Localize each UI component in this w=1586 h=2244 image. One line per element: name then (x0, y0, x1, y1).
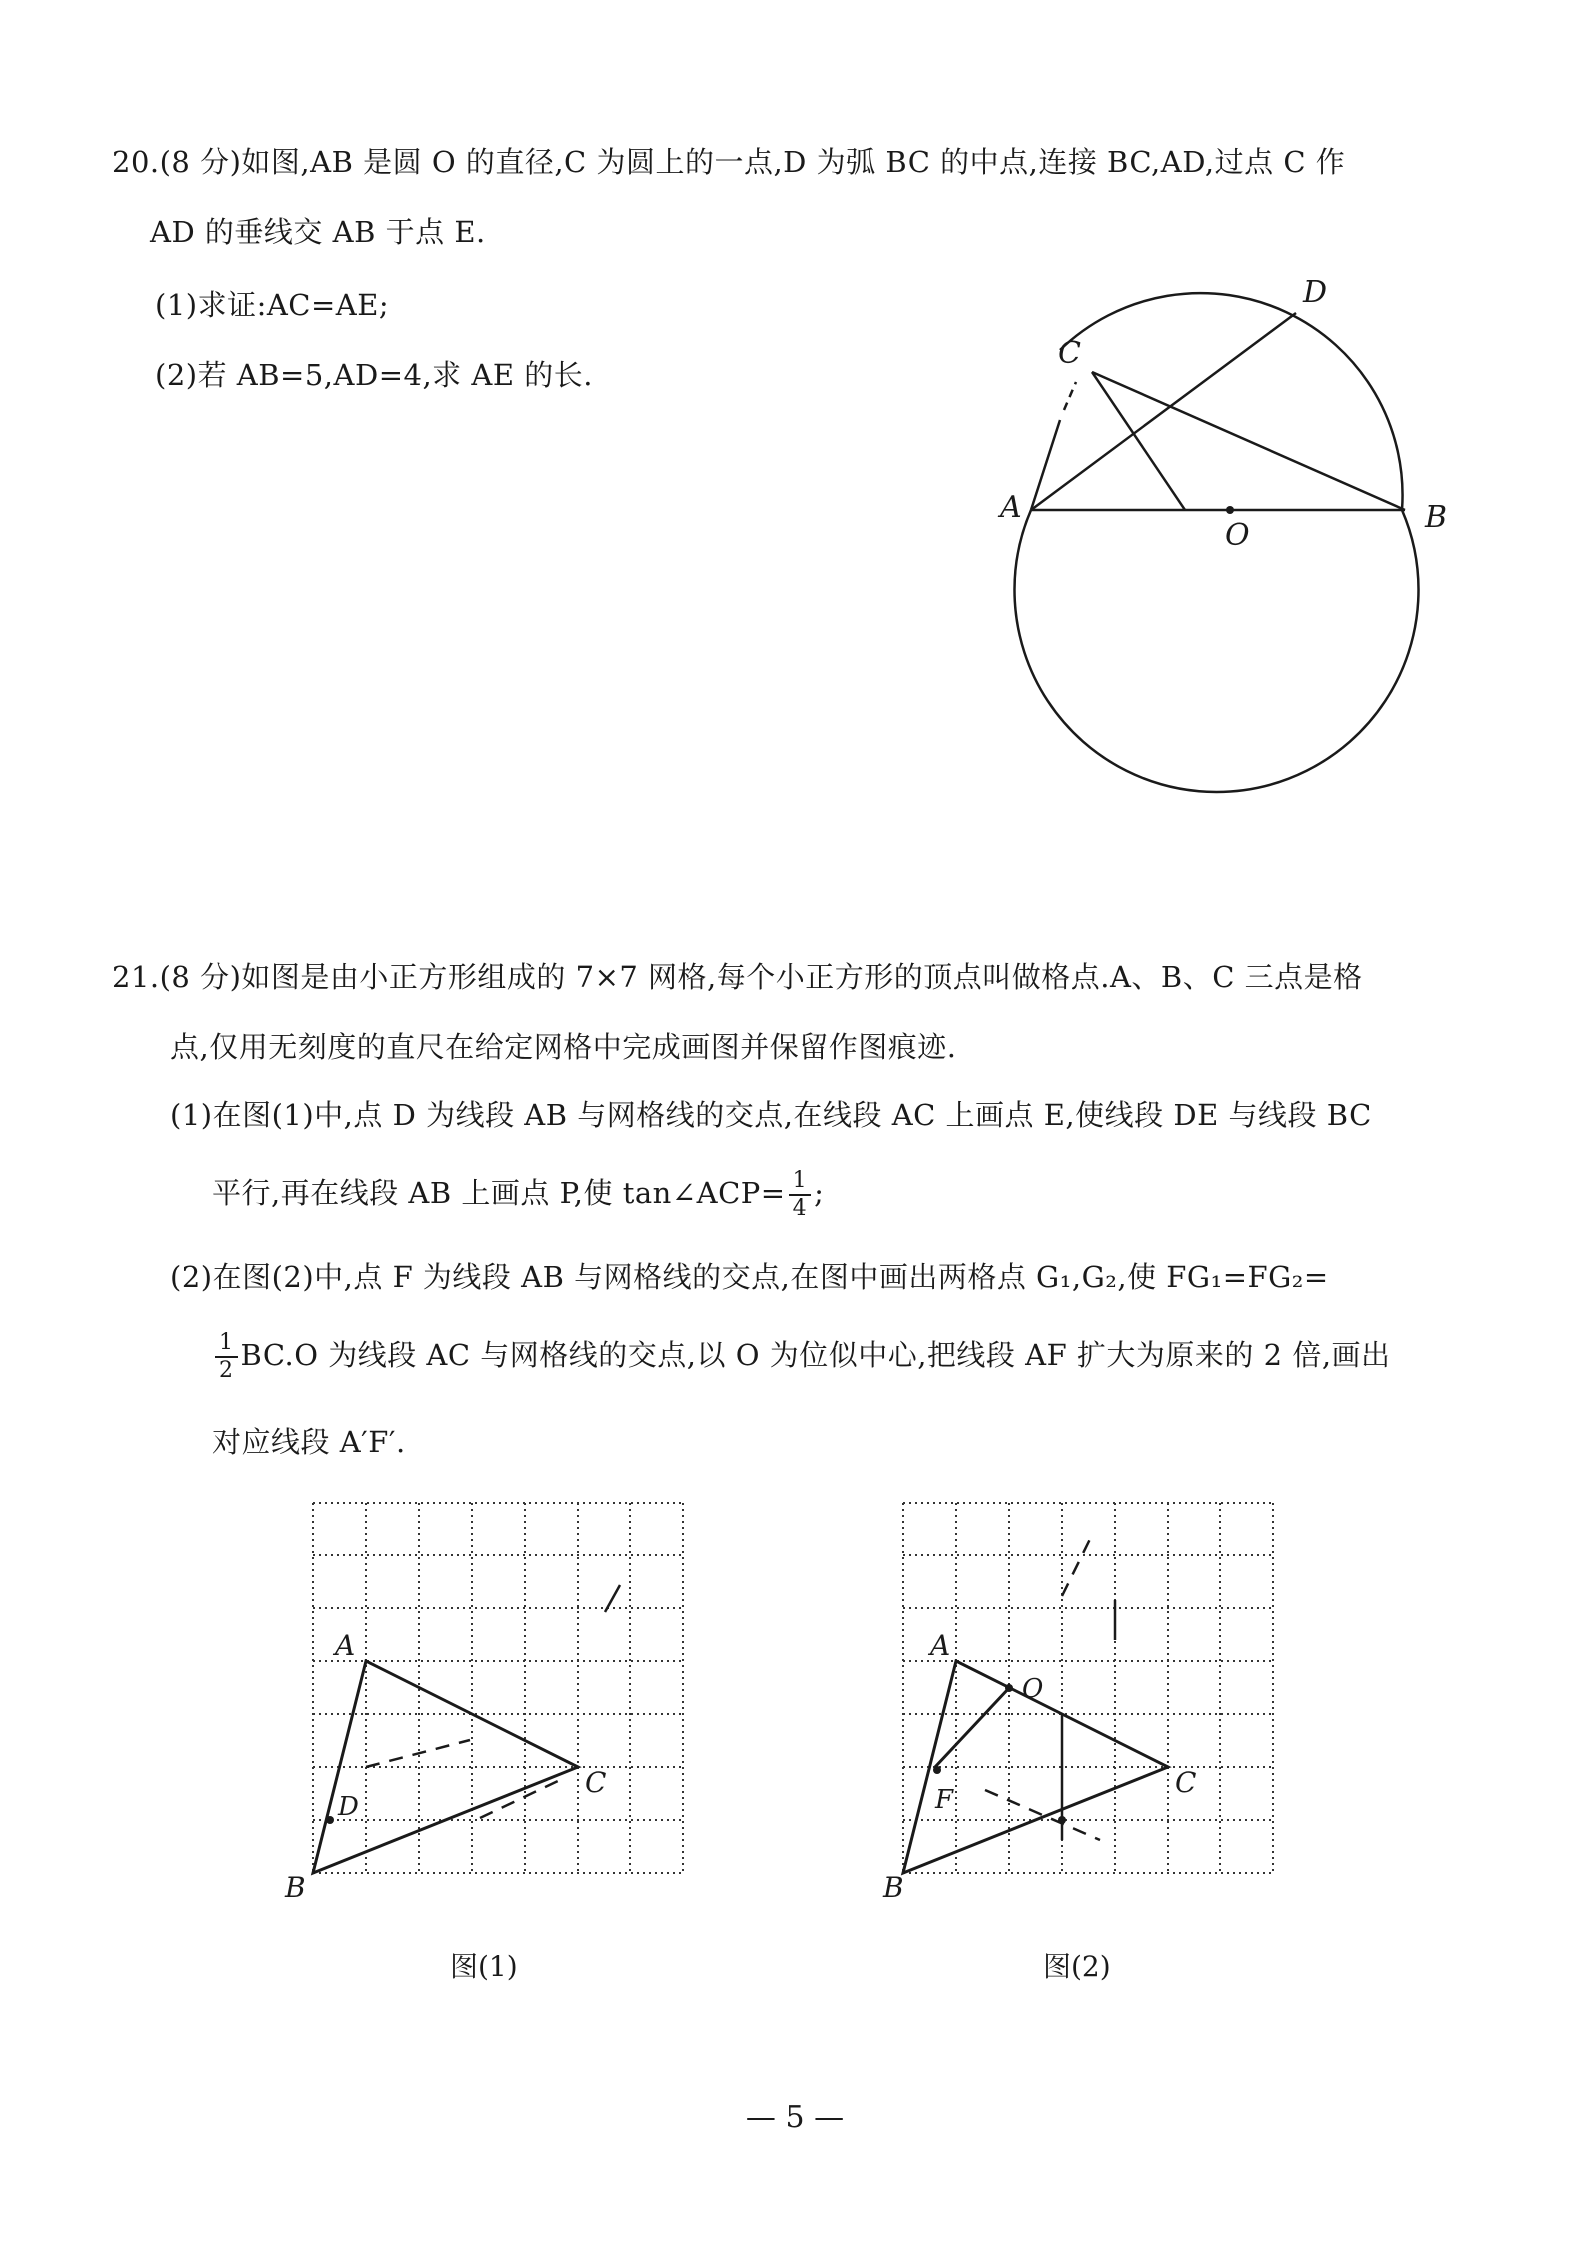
q21-part1-line2: 平行,再在线段 AB 上画点 P,使 tan∠ACP= $\frac{1}{4}$ ; (212, 1168, 825, 1221)
fig1-label-B: B (285, 1871, 306, 1904)
fig2-label-C: C (1175, 1766, 1197, 1799)
grid-lines-2 (903, 1503, 1273, 1873)
label-C: C (1058, 336, 1081, 371)
point-O (1005, 1684, 1013, 1692)
fig2-label-O: O (1022, 1674, 1044, 1704)
q20-part2: (2)若 AB=5,AD=4,求 AE 的长. (155, 358, 593, 392)
fraction-one-quarter: $\frac{1}{4}$ (789, 1168, 812, 1222)
q21-part2-line1: (2)在图(2)中,点 F 为线段 AB 与网格线的交点,在图中画出两格点 G₁,G₂,使 FG₁=FG₂= (170, 1260, 1329, 1294)
label-D: D (1303, 275, 1328, 310)
q20-part1: (1)求证:AC=AE; (155, 288, 390, 322)
q20-line2: AD 的垂线交 AB 于点 E. (150, 215, 486, 249)
q21-part2-line2: $\frac{1}{2}$ BC.O 为线段 AC 与网格线的交点,以 O 为位似中心,把线段 AF 扩大为原来的 2 倍,画出 (212, 1330, 1391, 1384)
fig2-caption: 图(2) (1043, 1950, 1111, 1983)
fig1-caption: 图(1) (450, 1950, 518, 1983)
fig2-label-B: B (883, 1871, 904, 1904)
trace-dash-4 (1062, 1535, 1092, 1596)
fig2-label-F: F (935, 1785, 954, 1815)
q21-line1: 21.(8 分)如图是由小正方形组成的 7×7 网格,每个小正方形的顶点叫做格点.A、B、C 三点是格 (112, 960, 1363, 994)
fig2-label-A: A (930, 1629, 951, 1662)
point-F (933, 1766, 941, 1774)
page-number: — 5 — (745, 2100, 845, 2135)
fig1-label-C: C (585, 1766, 607, 1799)
q21-part2-line3: 对应线段 A′F′. (212, 1425, 406, 1459)
label-O: O (1225, 518, 1250, 553)
q21-line2: 点,仅用无刻度的直尺在给定网格中完成画图并保留作图痕迹. (170, 1030, 957, 1064)
label-A: A (1000, 490, 1022, 525)
fig1-label-A: A (335, 1629, 356, 1662)
fig1-label-D: D (338, 1792, 359, 1822)
point-G (1058, 1816, 1066, 1824)
q21-part1-line1: (1)在图(1)中,点 D 为线段 AB 与网格线的交点,在线段 AC 上画点 E,使线段 DE 与线段 BC (170, 1098, 1372, 1132)
q21-part1-text: 平行,再在线段 AB 上画点 P,使 tan∠ACP= (212, 1176, 786, 1210)
fraction-one-half: $\frac{1}{2}$ (215, 1330, 238, 1384)
label-B: B (1425, 500, 1448, 535)
q20-line1: 20.(8 分)如图,AB 是圆 O 的直径,C 为圆上的一点,D 为弧 BC 的中点,连接 BC,AD,过点 C 作 (112, 145, 1346, 179)
